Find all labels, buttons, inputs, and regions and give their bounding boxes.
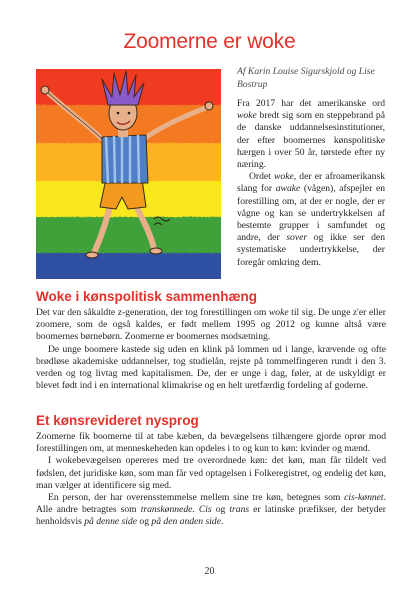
section2-paragraph-3: En person, der har overensstemmelse mellem sine tre køn, betegnes som cis-kønnet. Alle andre betragtes som transkønnede. Cis og trans er latinske præfikser, der betyder henholdsvis på denne side og på den anden side. [36, 492, 386, 528]
section1-paragraph-2: De unge boomere kastede sig uden en klink på lommen ud i lange, krævende og ofte brødløse akademiske uddannelser, tog studielån, rejste på tommelfingeren rundt i den 3. verden og tog livtag med kapitalismen. De, der er unge i dag, føler, at de uskyldigt er blevet født ind i en international klimakrise og en helt uretfærdig fordeling af goderne. [36, 343, 386, 392]
section2-body [36, 431, 386, 529]
section-heading-nysprog: Et kønsrevideret nysprog [36, 413, 199, 428]
section2-paragraph-2: I wokebevægelsen opereres med tre overordnede køn: det køn, man får tildelt ved fødslen, det juridiske køn, som man får ved optagelsen i Folkeregistret, og endelig det køn, man vælger at identificere sig med. [36, 455, 386, 491]
intro-text [237, 98, 385, 269]
section1-body [36, 307, 386, 392]
section-heading-woke: Woke i kønspolitisk sammenhæng [36, 289, 258, 304]
intro-paragraph-1: Fra 2017 har det amerikanske ord woke bredt sig som en steppebrand på de danske uddannelsesinstitutioner, der efter boomernes kønspolitiske hærgen i over 50 år, tørstede efter ny næring. [237, 98, 385, 171]
section1-paragraph-1: Det var den såkaldte z-generation, der tog forestillingen om woke til sig. De unge z'er eller zoomere, som de også kaldes, er født mellem 1995 og 2012 og kunne altså være boomernes børnebørn. Zoomerne er boomernes modsætning. [36, 307, 386, 343]
article-title: Zoomerne er woke [123, 30, 296, 53]
stripe-blue [36, 253, 221, 279]
article-byline: Af Karin Louise Sigurskjold og Lise Bostrup [237, 66, 375, 90]
rainbow-dancer-illustration [36, 69, 221, 279]
illustration-svg [36, 69, 221, 279]
section2-paragraph-1: Zoomerne fik boomerne til at tabe kæben, da bevægelsens tilhængere gjorde oprør mod forestillingen om, at menneskeheden kan opdeles i to og kun to køn: kvinder og mænd. [36, 431, 386, 455]
intro-paragraph-2: Ordet woke, der er afroamerikansk slang for awake (vågen), afspejler en forestilling om, at der er nogle, der er vågne og kan se undertrykkelsen af bestemte grupper i samfundet og andre, der sover og ikke ser den systematiske undertrykkelse, der foregår omkring dem. [237, 171, 385, 268]
page-number: 20 [204, 566, 215, 577]
stripe-green [36, 217, 221, 253]
